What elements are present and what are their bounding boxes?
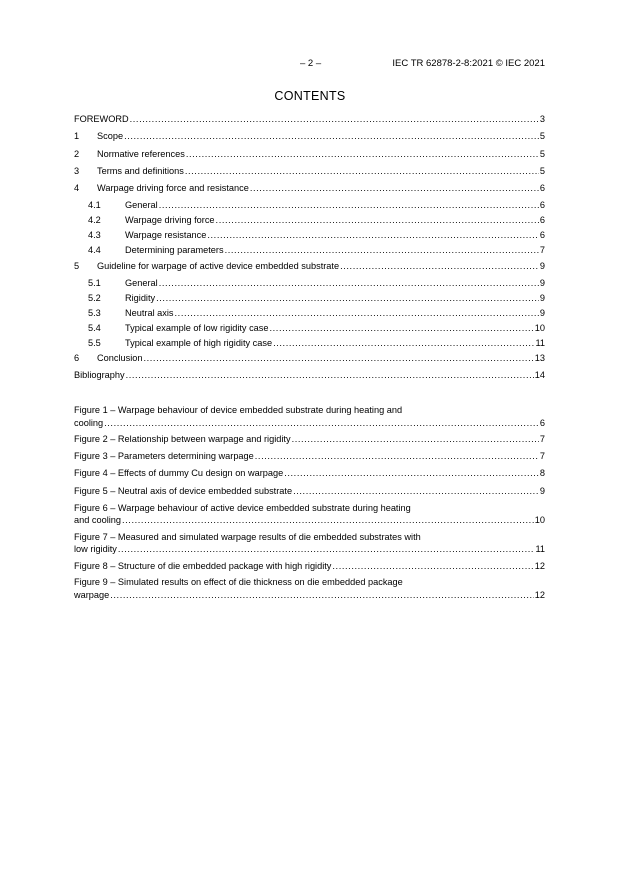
toc-entry-number: 5 bbox=[74, 261, 80, 271]
figure-entry-label: Figure 5 – Neutral axis of device embedded substrate bbox=[74, 486, 293, 496]
toc-entry-number: 4.3 bbox=[88, 230, 101, 240]
dot-leader bbox=[159, 200, 539, 210]
toc-entry[interactable] bbox=[74, 215, 545, 227]
toc-entry-page: 7 bbox=[539, 245, 545, 255]
toc-entry-page: 5 bbox=[539, 166, 545, 176]
toc-entry-number: 4 bbox=[74, 183, 80, 193]
toc-entry[interactable] bbox=[74, 293, 545, 305]
figure-entry[interactable] bbox=[74, 515, 545, 527]
toc-entry-number: 5.2 bbox=[88, 293, 101, 303]
toc-entry[interactable] bbox=[74, 230, 545, 242]
figure-entry-caption-line: Figure 6 – Warpage behaviour of active device embedded substrate during heating bbox=[74, 503, 411, 513]
toc-entry-label: Rigidity bbox=[125, 293, 156, 303]
dot-leader bbox=[175, 308, 539, 318]
page-number: – 2 – bbox=[300, 58, 322, 69]
toc-entry-page: 3 bbox=[539, 114, 545, 124]
dot-leader bbox=[270, 323, 534, 333]
toc-entry-label: Normative references bbox=[97, 149, 185, 159]
toc-entry-label: Conclusion bbox=[97, 353, 143, 363]
figure-entry-caption-line: Figure 9 – Simulated results on effect of die thickness on die embedded package bbox=[74, 577, 403, 587]
figure-entry-page: 9 bbox=[539, 486, 545, 496]
toc-entry-label: Scope bbox=[97, 131, 124, 141]
toc-entry-page: 5 bbox=[539, 131, 545, 141]
dot-leader bbox=[284, 468, 539, 478]
toc-entry-label: Typical example of low rigidity case bbox=[125, 323, 269, 333]
dot-leader bbox=[332, 561, 533, 571]
toc-entry[interactable] bbox=[74, 114, 545, 126]
figure-entry-label: and cooling bbox=[74, 515, 121, 525]
figure-entry-page: 12 bbox=[534, 561, 545, 571]
dot-leader bbox=[126, 370, 534, 380]
toc-entry-label: Typical example of high rigidity case bbox=[125, 338, 273, 348]
toc-entry-label: Warpage resistance bbox=[125, 230, 207, 240]
toc-entry-number: 4.1 bbox=[88, 200, 101, 210]
toc-entry-number: 6 bbox=[74, 353, 80, 363]
toc-entry[interactable] bbox=[74, 370, 545, 382]
figure-entry-page: 7 bbox=[539, 434, 545, 444]
figure-entry-label: cooling bbox=[74, 418, 104, 428]
toc-entry-page: 13 bbox=[534, 353, 545, 363]
figure-entry[interactable] bbox=[74, 561, 545, 573]
toc-entry[interactable] bbox=[74, 261, 545, 273]
toc-entry-page: 9 bbox=[539, 293, 545, 303]
toc-entry-label: Warpage driving force and resistance bbox=[97, 183, 249, 193]
figure-entry-page: 8 bbox=[539, 468, 545, 478]
toc-entry-number: 4.4 bbox=[88, 245, 101, 255]
figure-entry-page: 7 bbox=[539, 451, 545, 461]
toc-entry[interactable] bbox=[74, 308, 545, 320]
dot-leader bbox=[104, 418, 539, 428]
dot-leader bbox=[292, 434, 539, 444]
toc-entry-page: 14 bbox=[534, 370, 545, 380]
figure-entry-caption-line: Figure 7 – Measured and simulated warpage results of die embedded substrates with bbox=[74, 532, 421, 542]
dot-leader bbox=[122, 515, 534, 525]
toc-entry-label: Bibliography bbox=[74, 370, 125, 380]
dot-leader bbox=[185, 166, 539, 176]
figure-entry-label: Figure 2 – Relationship between warpage and rigidity bbox=[74, 434, 291, 444]
toc-entry-page: 6 bbox=[539, 230, 545, 240]
toc-entry-number: 5.4 bbox=[88, 323, 101, 333]
toc-entry-number: 1 bbox=[74, 131, 80, 141]
toc-entry[interactable] bbox=[74, 323, 545, 335]
toc-entry-page: 11 bbox=[535, 338, 545, 348]
dot-leader bbox=[143, 353, 533, 363]
toc-entry[interactable] bbox=[74, 338, 545, 350]
figure-entry-page: 12 bbox=[534, 590, 545, 600]
figure-entry-caption-line: Figure 1 – Warpage behaviour of device embedded substrate during heating and bbox=[74, 405, 403, 415]
figure-entry-label: warpage bbox=[74, 590, 110, 600]
dot-leader bbox=[250, 183, 539, 193]
toc-entry-label: FOREWORD bbox=[74, 114, 129, 124]
toc-entry[interactable] bbox=[74, 245, 545, 257]
dot-leader bbox=[216, 215, 539, 225]
toc-entry-number: 4.2 bbox=[88, 215, 101, 225]
document-id: IEC TR 62878-2-8:2021 © IEC 2021 bbox=[392, 58, 545, 69]
toc-entry-page: 6 bbox=[539, 200, 545, 210]
toc-entry[interactable] bbox=[74, 149, 545, 161]
dot-leader bbox=[110, 590, 534, 600]
toc-entry-label: Determining parameters bbox=[125, 245, 224, 255]
dot-leader bbox=[186, 149, 539, 159]
toc-entry-page: 6 bbox=[539, 183, 545, 193]
dot-leader bbox=[159, 278, 539, 288]
toc-entry[interactable] bbox=[74, 131, 545, 143]
dot-leader bbox=[118, 544, 535, 554]
toc-entry-page: 9 bbox=[539, 261, 545, 271]
figure-entry-label: Figure 8 – Structure of die embedded package with high rigidity bbox=[74, 561, 332, 571]
figure-entry[interactable] bbox=[74, 451, 545, 463]
dot-leader bbox=[340, 261, 539, 271]
figure-entry-label: Figure 3 – Parameters determining warpage bbox=[74, 451, 254, 461]
toc-entry-label: General bbox=[125, 278, 158, 288]
toc-entry-number: 2 bbox=[74, 149, 80, 159]
figure-entry-label: Figure 4 – Effects of dummy Cu design on warpage bbox=[74, 468, 284, 478]
toc-entry[interactable] bbox=[74, 278, 545, 290]
dot-leader bbox=[124, 131, 539, 141]
dot-leader bbox=[130, 114, 539, 124]
toc-entry-page: 9 bbox=[539, 278, 545, 288]
dot-leader bbox=[156, 293, 539, 303]
toc-entry-page: 10 bbox=[534, 323, 545, 333]
toc-entry-page: 5 bbox=[539, 149, 545, 159]
toc-entry[interactable] bbox=[74, 166, 545, 178]
toc-entry-label: General bbox=[125, 200, 158, 210]
toc-entry-number: 5.5 bbox=[88, 338, 101, 348]
toc-entry-label: Neutral axis bbox=[125, 308, 174, 318]
toc-entry-label: Guideline for warpage of active device embedded substrate bbox=[97, 261, 340, 271]
figure-entry-label: low rigidity bbox=[74, 544, 117, 554]
figure-entry[interactable] bbox=[74, 468, 545, 480]
figure-entry-page: 10 bbox=[534, 515, 545, 525]
toc-entry-number: 5.3 bbox=[88, 308, 101, 318]
figure-entry-page: 6 bbox=[539, 418, 545, 428]
toc-entry[interactable] bbox=[74, 183, 545, 195]
figure-entry[interactable] bbox=[74, 434, 545, 446]
toc-entry-label: Warpage driving force bbox=[125, 215, 215, 225]
dot-leader bbox=[293, 486, 539, 496]
figure-entry[interactable] bbox=[74, 590, 545, 602]
toc-entry[interactable] bbox=[74, 200, 545, 212]
figure-entry[interactable] bbox=[74, 544, 545, 556]
toc-entry-page: 9 bbox=[539, 308, 545, 318]
page-title: CONTENTS bbox=[274, 89, 346, 103]
figure-entry-page: 11 bbox=[535, 544, 545, 554]
figure-entry[interactable] bbox=[74, 418, 545, 430]
toc-entry-label: Terms and definitions bbox=[97, 166, 184, 176]
page-header bbox=[74, 58, 545, 72]
toc-entry-number: 3 bbox=[74, 166, 80, 176]
toc-entry-number: 5.1 bbox=[88, 278, 101, 288]
dot-leader bbox=[225, 245, 539, 255]
dot-leader bbox=[273, 338, 534, 348]
dot-leader bbox=[255, 451, 539, 461]
figure-entry[interactable] bbox=[74, 486, 545, 498]
toc-entry-page: 6 bbox=[539, 215, 545, 225]
dot-leader bbox=[207, 230, 539, 240]
toc-entry[interactable] bbox=[74, 353, 545, 365]
